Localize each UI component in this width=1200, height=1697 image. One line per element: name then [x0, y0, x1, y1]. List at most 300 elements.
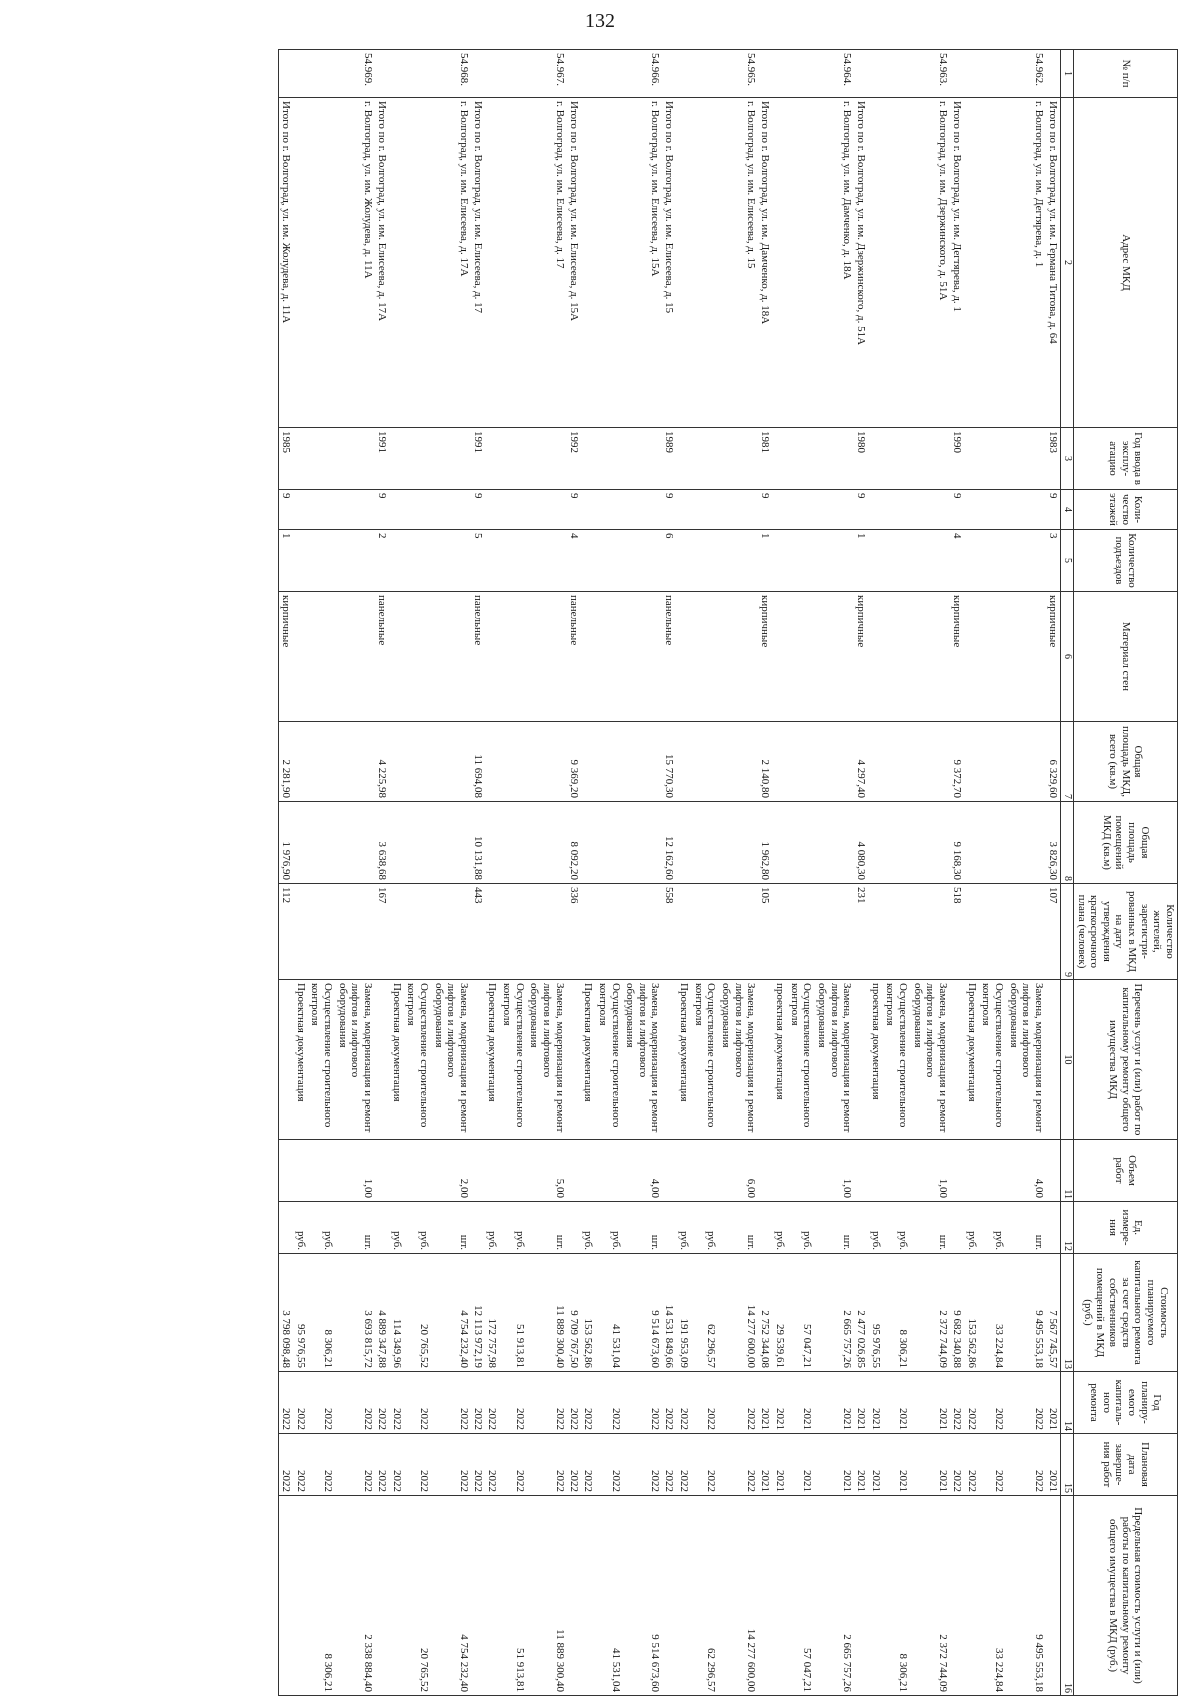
cell-unit: руб. [485, 1202, 500, 1254]
cell-wall: панельные [375, 592, 389, 722]
table-row [758, 50, 772, 1696]
cell-limit [854, 1496, 868, 1696]
cell-y14: 2022 [375, 1372, 389, 1434]
cell-cost: 172 757,98 [485, 1254, 500, 1372]
cell-year: 1989 [663, 428, 677, 490]
cell-area-room [595, 802, 622, 884]
cell-year [595, 428, 622, 490]
cell-num [677, 50, 692, 98]
cell-work: Проектная документация [485, 980, 500, 1140]
cell-year: 1992 [567, 428, 581, 490]
cell-cost: 33 224,84 [979, 1254, 1006, 1372]
cell-limit [581, 1496, 596, 1696]
col-number-7: 7 [1060, 722, 1073, 802]
cell-entr [431, 530, 471, 592]
cell-y14: 2022 [950, 1372, 964, 1434]
cell-work [471, 980, 485, 1140]
cell-addr: г. Волгоград, ул. им. Дегтярева, д. 1 [1006, 98, 1046, 428]
cell-residents [814, 884, 854, 980]
cell-unit: руб. [595, 1202, 622, 1254]
cell-y14: 2022 [718, 1372, 758, 1434]
cell-area-room [910, 802, 950, 884]
cell-wall [814, 592, 854, 722]
cell-limit: 14 277 600,00 [718, 1496, 758, 1696]
cell-limit [471, 1496, 485, 1696]
cell-num [404, 50, 431, 98]
cell-addr [404, 98, 431, 428]
col-header-3: Год ввода в эксплу- атацию [1073, 428, 1177, 490]
cell-year [814, 428, 854, 490]
cell-entr [772, 530, 787, 592]
cell-residents [787, 884, 814, 980]
cell-work: Замена, модернизация и ремонт лифтов и лифтового оборудования [718, 980, 758, 1140]
cell-wall [772, 592, 787, 722]
cell-limit: 4 754 232,40 [431, 1496, 471, 1696]
cell-entr [979, 530, 1006, 592]
cell-floors [527, 490, 567, 530]
cell-cost: 9 495 553,18 [1006, 1254, 1046, 1372]
cell-y14: 2022 [293, 1372, 308, 1434]
cell-floors [868, 490, 883, 530]
cell-area-room [772, 802, 787, 884]
cell-vol [950, 1140, 964, 1202]
cell-area-room: 10 131,88 [471, 802, 485, 884]
cell-residents [868, 884, 883, 980]
cell-area [868, 722, 883, 802]
cell-addr [308, 98, 335, 428]
cell-unit [1046, 1202, 1061, 1254]
cell-y14: 2022 [335, 1372, 375, 1434]
table-row [979, 50, 1006, 1696]
cell-cost: 114 349,96 [389, 1254, 404, 1372]
cell-area-room [787, 802, 814, 884]
cell-y14: 2022 [404, 1372, 431, 1434]
cell-unit: шт. [431, 1202, 471, 1254]
cell-addr [293, 98, 308, 428]
cell-unit: шт. [1006, 1202, 1046, 1254]
cell-unit [950, 1202, 964, 1254]
cell-y14: 2022 [677, 1372, 692, 1434]
col-number-6: 6 [1060, 592, 1073, 722]
cell-num [663, 50, 677, 98]
cell-vol [375, 1140, 389, 1202]
cell-unit: шт. [910, 1202, 950, 1254]
table-row [595, 50, 622, 1696]
cell-unit: руб. [499, 1202, 526, 1254]
cell-residents: 231 [854, 884, 868, 980]
cell-num [581, 50, 596, 98]
cell-limit [485, 1496, 500, 1696]
cell-area [883, 722, 910, 802]
cell-unit [567, 1202, 581, 1254]
cell-area-room [883, 802, 910, 884]
cell-wall [404, 592, 431, 722]
cell-y14: 2021 [868, 1372, 883, 1434]
cell-addr [868, 98, 883, 428]
cell-unit: шт. [335, 1202, 375, 1254]
cell-y15: 2022 [1006, 1434, 1046, 1496]
cell-num [758, 50, 772, 98]
table-row [404, 50, 431, 1696]
cell-num: 54.962. [1006, 50, 1046, 98]
cell-floors [883, 490, 910, 530]
cell-y15: 2022 [527, 1434, 567, 1496]
cell-residents: 518 [950, 884, 964, 980]
cell-y15: 2022 [335, 1434, 375, 1496]
cell-y15: 2022 [293, 1434, 308, 1496]
cell-area-room: 1 976,90 [279, 802, 294, 884]
cell-area [581, 722, 596, 802]
cell-residents [718, 884, 758, 980]
cell-entr [691, 530, 718, 592]
cell-floors: 9 [1046, 490, 1061, 530]
col-number-9: 9 [1060, 884, 1073, 980]
cell-work [663, 980, 677, 1140]
cell-area [772, 722, 787, 802]
table-row [499, 50, 526, 1696]
cell-year [293, 428, 308, 490]
cell-residents [677, 884, 692, 980]
cell-floors [499, 490, 526, 530]
cell-area: 4 225,98 [375, 722, 389, 802]
cell-unit: руб. [677, 1202, 692, 1254]
cell-entr [499, 530, 526, 592]
cell-y14: 2022 [595, 1372, 622, 1434]
table-row [950, 50, 964, 1696]
cell-entr: 6 [663, 530, 677, 592]
col-header-11: Объем работ [1073, 1140, 1177, 1202]
cell-area-room [868, 802, 883, 884]
col-number-8: 8 [1060, 802, 1073, 884]
cell-cost: 95 976,55 [868, 1254, 883, 1372]
cell-work: Проектная документация [389, 980, 404, 1140]
page-number: 132 [585, 10, 615, 32]
cell-area: 2 281,90 [279, 722, 294, 802]
col-header-15: Плановая дата заверше- ния работ [1073, 1434, 1177, 1496]
cell-addr: Итого по г. Волгоград, ул. им. Елисеева, д. 15А [567, 98, 581, 428]
cell-floors [964, 490, 979, 530]
cell-entr [404, 530, 431, 592]
cell-limit: 2 372 744,09 [910, 1496, 950, 1696]
cell-cost: 14 277 600,00 [718, 1254, 758, 1372]
cell-area [431, 722, 471, 802]
cell-num [950, 50, 964, 98]
cell-unit: руб. [964, 1202, 979, 1254]
cell-residents [431, 884, 471, 980]
cell-floors [691, 490, 718, 530]
cell-vol [691, 1140, 718, 1202]
cell-wall [293, 592, 308, 722]
cell-addr [787, 98, 814, 428]
cell-year: 1990 [950, 428, 964, 490]
cell-unit [663, 1202, 677, 1254]
cell-floors: 9 [854, 490, 868, 530]
cell-floors: 9 [758, 490, 772, 530]
cell-area-room [691, 802, 718, 884]
cell-area [623, 722, 663, 802]
cell-wall: кирпичные [1046, 592, 1061, 722]
cell-year [308, 428, 335, 490]
cell-y15: 2021 [787, 1434, 814, 1496]
cell-floors [1006, 490, 1046, 530]
cell-num: 54.966. [623, 50, 663, 98]
cell-y15: 2022 [499, 1434, 526, 1496]
cell-work: Осуществление строительного контроля [883, 980, 910, 1140]
cell-limit [758, 1496, 772, 1696]
cell-limit: 41 531,04 [595, 1496, 622, 1696]
cell-area: 9 369,20 [567, 722, 581, 802]
cell-y15: 2021 [854, 1434, 868, 1496]
cell-addr [691, 98, 718, 428]
cell-unit [375, 1202, 389, 1254]
col-number-11: 11 [1060, 1140, 1073, 1202]
table-row [787, 50, 814, 1696]
cell-year [964, 428, 979, 490]
cell-floors [910, 490, 950, 530]
cell-area-room [389, 802, 404, 884]
cell-floors [814, 490, 854, 530]
cell-year [404, 428, 431, 490]
cell-vol: 4,00 [623, 1140, 663, 1202]
cell-vol [595, 1140, 622, 1202]
cell-unit: шт. [814, 1202, 854, 1254]
cell-area: 4 297,40 [854, 722, 868, 802]
cell-y14: 2022 [964, 1372, 979, 1434]
cell-y15: 2021 [883, 1434, 910, 1496]
cell-unit [854, 1202, 868, 1254]
cell-cost: 14 531 849,66 [663, 1254, 677, 1372]
cell-year: 1980 [854, 428, 868, 490]
cell-y14: 2021 [814, 1372, 854, 1434]
cell-wall [527, 592, 567, 722]
cell-residents [308, 884, 335, 980]
cell-work [854, 980, 868, 1140]
col-number-13: 13 [1060, 1254, 1073, 1372]
cell-vol [389, 1140, 404, 1202]
cell-residents: 112 [279, 884, 294, 980]
cell-floors [677, 490, 692, 530]
cell-entr [718, 530, 758, 592]
cell-y14: 2022 [691, 1372, 718, 1434]
cell-work: Проектная документация [677, 980, 692, 1140]
cell-wall [499, 592, 526, 722]
cell-y15: 2021 [1046, 1434, 1061, 1496]
cell-addr: г. Волгоград, ул. им. Дзержинского, д. 51А [910, 98, 950, 428]
cell-entr [787, 530, 814, 592]
cell-wall [883, 592, 910, 722]
cell-vol [485, 1140, 500, 1202]
cell-cost: 9 709 767,50 [567, 1254, 581, 1372]
cell-addr [883, 98, 910, 428]
cell-cost: 4 754 232,40 [431, 1254, 471, 1372]
cell-floors: 9 [279, 490, 294, 530]
cell-wall [595, 592, 622, 722]
cell-work: Замена, модернизация и ремонт лифтов и лифтового оборудования [335, 980, 375, 1140]
cell-residents [883, 884, 910, 980]
cell-work [758, 980, 772, 1140]
cell-addr [772, 98, 787, 428]
cell-entr: 1 [758, 530, 772, 592]
cell-unit: руб. [772, 1202, 787, 1254]
col-header-6: Материал стен [1073, 592, 1177, 722]
cell-cost: 191 953,09 [677, 1254, 692, 1372]
col-header-10: Перечень услуг и (или) работ по капитальному ремонту общего имущества МКД [1073, 980, 1177, 1140]
cell-limit [772, 1496, 787, 1696]
cell-residents: 105 [758, 884, 772, 980]
cell-wall [623, 592, 663, 722]
cell-num [293, 50, 308, 98]
cell-area-room [979, 802, 1006, 884]
cell-area-room: 9 168,30 [950, 802, 964, 884]
cell-wall: панельные [471, 592, 485, 722]
cell-limit: 9 495 553,18 [1006, 1496, 1046, 1696]
cell-cost: 29 539,61 [772, 1254, 787, 1372]
cell-residents: 107 [1046, 884, 1061, 980]
cell-vol [279, 1140, 294, 1202]
cell-addr: Итого по г. Волгоград, ул. им. Жолудева, д. 11А [279, 98, 294, 428]
cell-num [772, 50, 787, 98]
cell-floors [389, 490, 404, 530]
cell-cost: 3 798 098,48 [279, 1254, 294, 1372]
cell-num [485, 50, 500, 98]
cell-num [868, 50, 883, 98]
cell-unit [758, 1202, 772, 1254]
cell-y14: 2021 [772, 1372, 787, 1434]
col-number-12: 12 [1060, 1202, 1073, 1254]
cell-cost: 41 531,04 [595, 1254, 622, 1372]
cell-residents: 558 [663, 884, 677, 980]
cell-addr [964, 98, 979, 428]
cell-work: Замена, модернизация и ремонт лифтов и лифтового оборудования [623, 980, 663, 1140]
cell-vol [868, 1140, 883, 1202]
cell-year [581, 428, 596, 490]
cell-vol: 1,00 [910, 1140, 950, 1202]
cell-floors: 9 [471, 490, 485, 530]
cell-entr [868, 530, 883, 592]
cell-floors [979, 490, 1006, 530]
cell-cost: 9 682 340,88 [950, 1254, 964, 1372]
cell-limit: 2 338 884,40 [335, 1496, 375, 1696]
cell-limit: 8 306,21 [883, 1496, 910, 1696]
cell-floors: 9 [375, 490, 389, 530]
cell-cost: 95 976,55 [293, 1254, 308, 1372]
cell-entr: 4 [567, 530, 581, 592]
col-number-10: 10 [1060, 980, 1073, 1140]
cell-area-room: 1 962,80 [758, 802, 772, 884]
cell-entr: 4 [950, 530, 964, 592]
cell-wall: панельные [567, 592, 581, 722]
cell-y15: 2022 [718, 1434, 758, 1496]
cell-wall: кирпичные [854, 592, 868, 722]
cell-floors [718, 490, 758, 530]
cell-area-room [485, 802, 500, 884]
cell-y14: 2022 [431, 1372, 471, 1434]
cell-residents [581, 884, 596, 980]
cell-year [1006, 428, 1046, 490]
cell-vol [758, 1140, 772, 1202]
cell-year: 1983 [1046, 428, 1061, 490]
cell-limit [964, 1496, 979, 1696]
cell-y15: 2022 [567, 1434, 581, 1496]
cell-addr: г. Волгоград, ул. им. Елисеева, д. 15 [718, 98, 758, 428]
cell-residents [623, 884, 663, 980]
cell-y15: 2022 [623, 1434, 663, 1496]
table-row [663, 50, 677, 1696]
cell-y15: 2022 [950, 1434, 964, 1496]
cell-limit: 33 224,84 [979, 1496, 1006, 1696]
table-row [527, 50, 567, 1696]
cell-area: 11 694,08 [471, 722, 485, 802]
cell-y14: 2022 [308, 1372, 335, 1434]
cell-cost: 12 113 972,19 [471, 1254, 485, 1372]
cell-limit [567, 1496, 581, 1696]
cell-limit: 62 296,57 [691, 1496, 718, 1696]
col-header-14: Год планиру- емого капиталь- ного ремонта [1073, 1372, 1177, 1434]
cell-y15: 2021 [772, 1434, 787, 1496]
cell-work: Осуществление строительного контроля [979, 980, 1006, 1140]
cell-unit: руб. [293, 1202, 308, 1254]
cell-area-room [814, 802, 854, 884]
cell-vol [1046, 1140, 1061, 1202]
cell-work: Осуществление строительного контроля [595, 980, 622, 1140]
cell-unit: руб. [691, 1202, 718, 1254]
cell-work: Замена, модернизация и ремонт лифтов и лифтового оборудования [814, 980, 854, 1140]
table-row [868, 50, 883, 1696]
cell-area: 2 140,80 [758, 722, 772, 802]
cell-y15: 2022 [581, 1434, 596, 1496]
cell-addr: Итого по г. Волгоград, ул. им. Елисеева, д. 17 [471, 98, 485, 428]
cell-vol [293, 1140, 308, 1202]
cell-floors [431, 490, 471, 530]
cell-area-room [404, 802, 431, 884]
cell-area [979, 722, 1006, 802]
cell-area [499, 722, 526, 802]
cell-area-room [499, 802, 526, 884]
cell-area [677, 722, 692, 802]
cell-area [335, 722, 375, 802]
cell-cost: 153 562,86 [964, 1254, 979, 1372]
cell-y15: 2022 [964, 1434, 979, 1496]
table-row [293, 50, 308, 1696]
cell-vol [404, 1140, 431, 1202]
table-row [375, 50, 389, 1696]
cell-unit: руб. [979, 1202, 1006, 1254]
cell-work: Осуществление строительного контроля [691, 980, 718, 1140]
cell-y15: 2022 [375, 1434, 389, 1496]
cell-entr [595, 530, 622, 592]
cell-floors [581, 490, 596, 530]
cell-vol [308, 1140, 335, 1202]
cell-year: 1991 [471, 428, 485, 490]
cell-unit: руб. [868, 1202, 883, 1254]
cell-work: Осуществление строительного контроля [499, 980, 526, 1140]
cell-num [979, 50, 1006, 98]
cell-area-room [293, 802, 308, 884]
cell-area [1006, 722, 1046, 802]
table-row [677, 50, 692, 1696]
cell-area-room: 3 826,30 [1046, 802, 1061, 884]
cell-unit: руб. [404, 1202, 431, 1254]
cell-vol: 2,00 [431, 1140, 471, 1202]
col-header-2: Адрес МКД [1073, 98, 1177, 428]
cell-entr: 1 [854, 530, 868, 592]
cell-year [910, 428, 950, 490]
cell-residents: 443 [471, 884, 485, 980]
col-number-16: 16 [1060, 1496, 1073, 1696]
cell-y14: 2022 [979, 1372, 1006, 1434]
cell-work [375, 980, 389, 1140]
cell-entr [1006, 530, 1046, 592]
